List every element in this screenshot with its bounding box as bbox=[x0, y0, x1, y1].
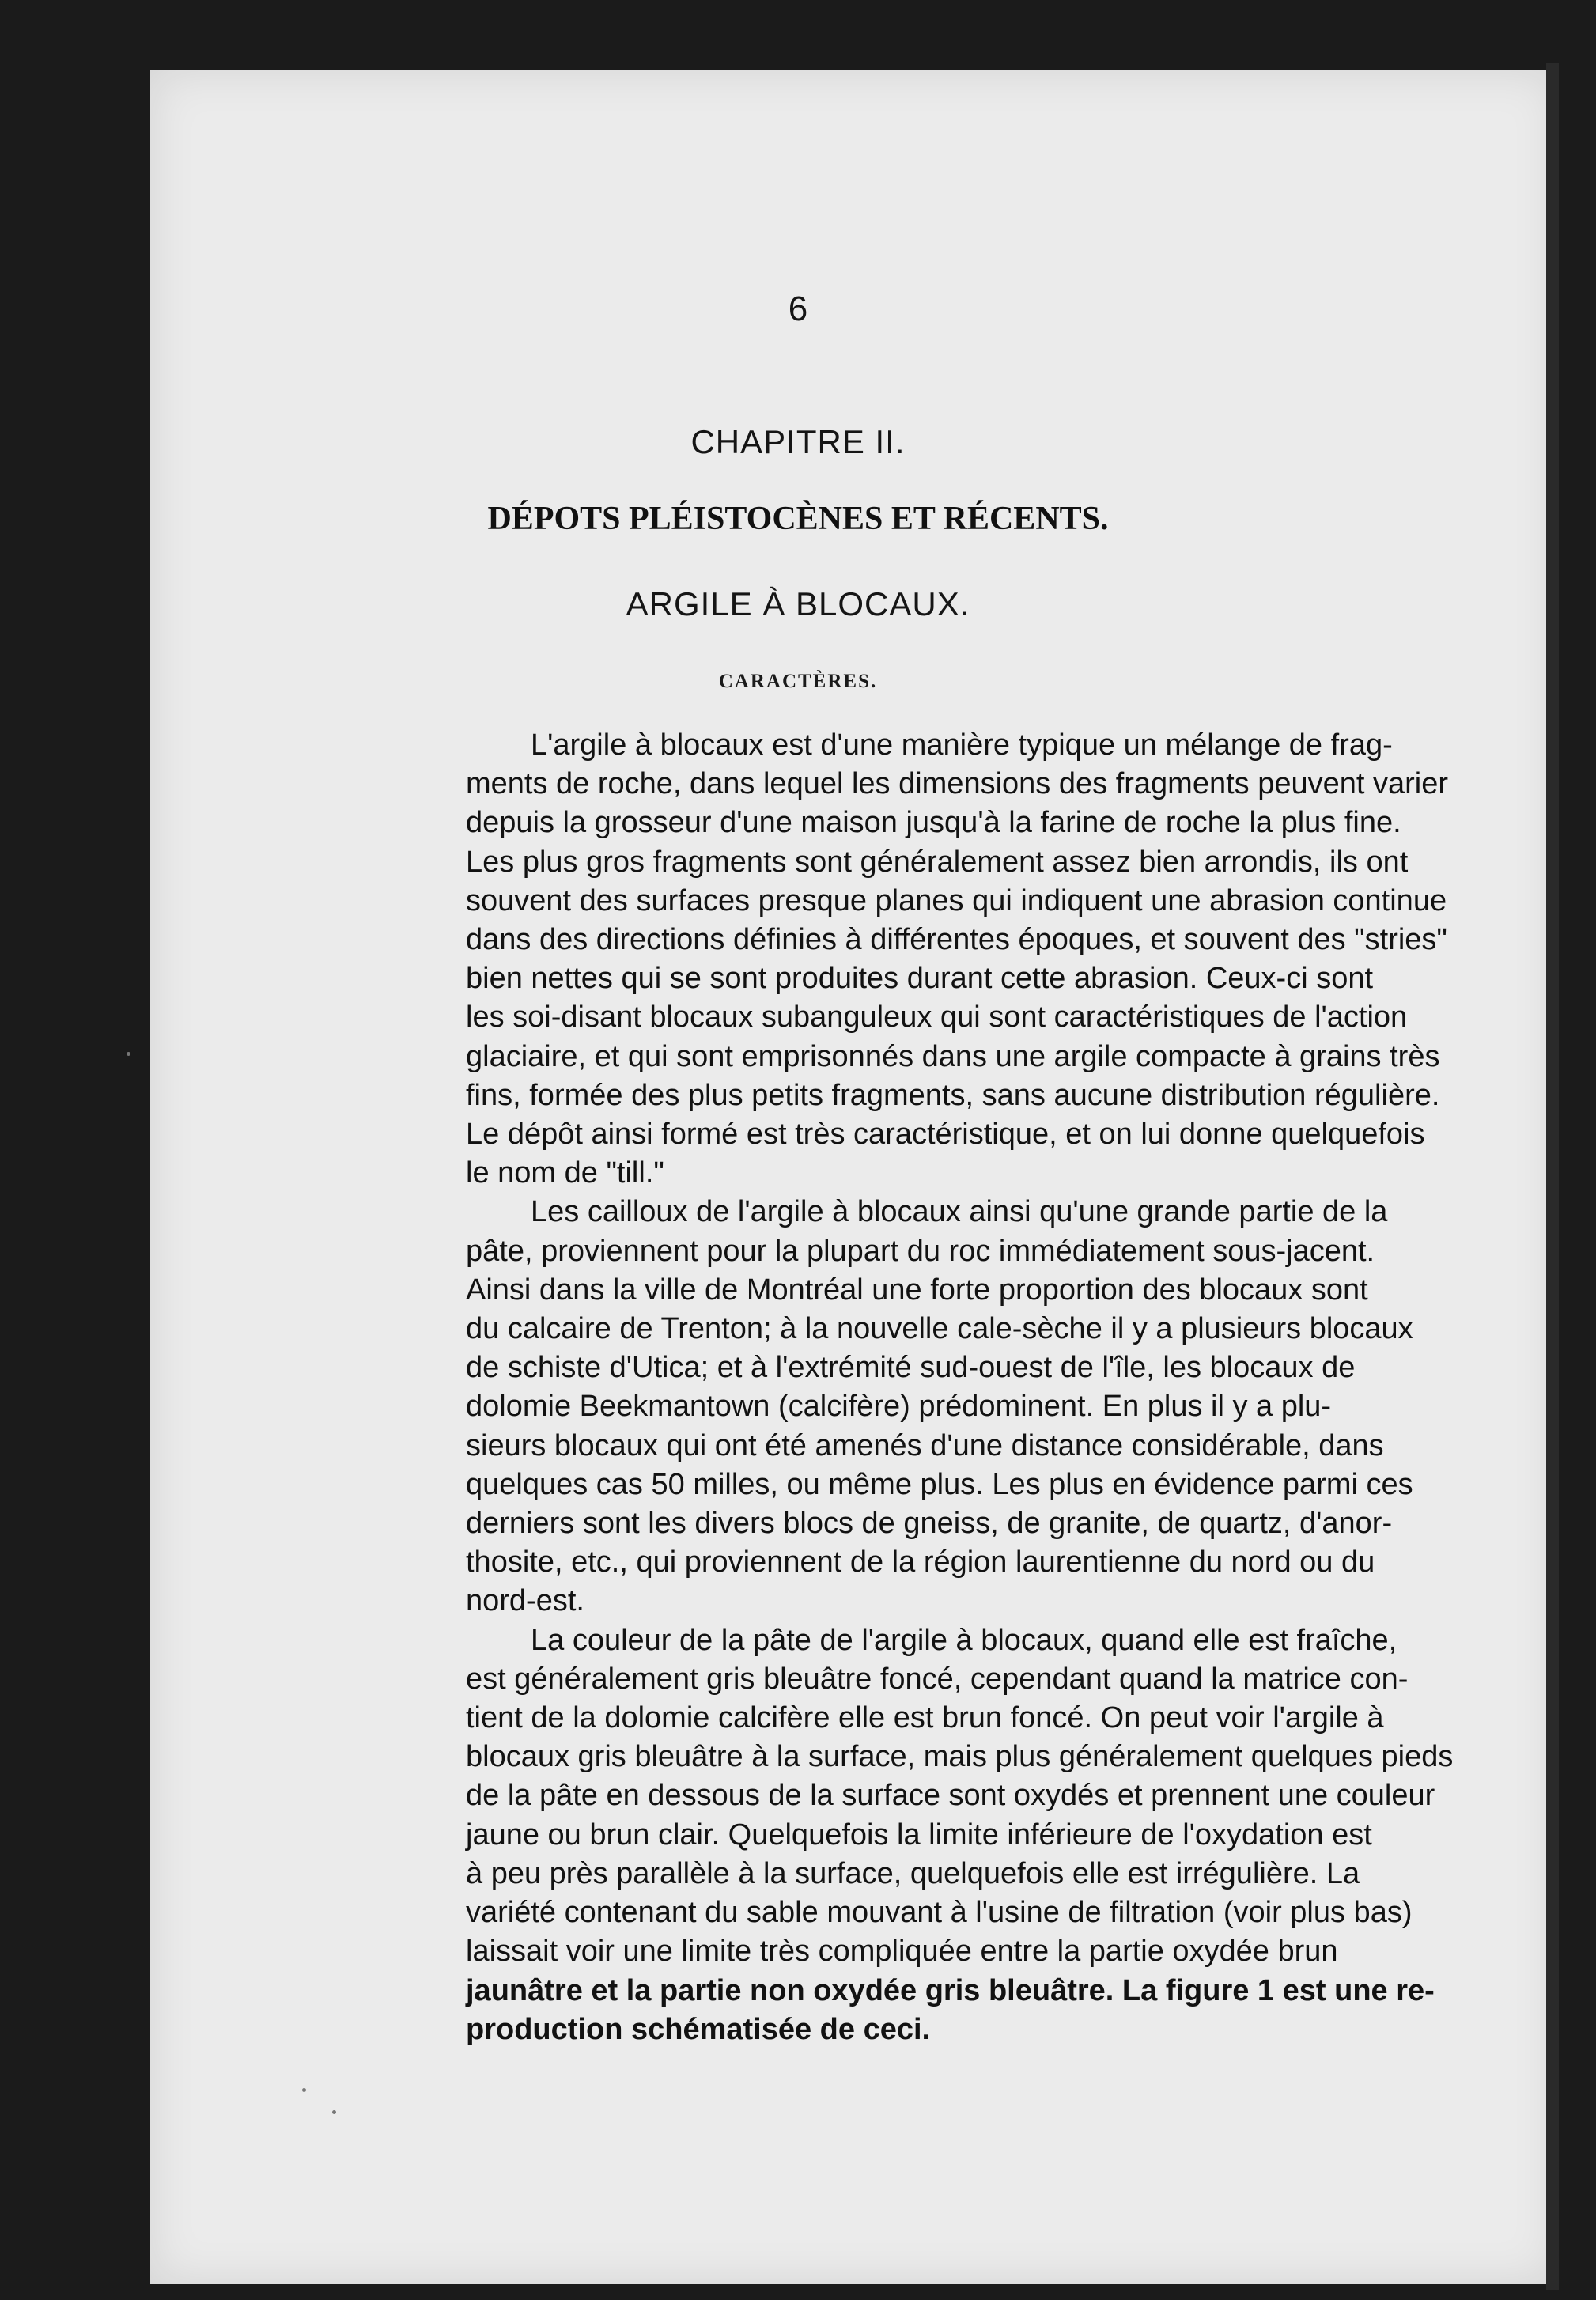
text-line: La couleur de la pâte de l'argile à blocaux, quand elle est fraîche, bbox=[531, 1623, 1397, 1657]
text-line: souvent des surfaces presque planes qui indiquent une abrasion continue bbox=[466, 883, 1447, 917]
chapter-title: CHAPITRE II. bbox=[690, 423, 906, 460]
text-line: sieurs blocaux qui ont été amenés d'une distance considérable, dans bbox=[466, 1428, 1384, 1462]
subsection-heading: ARGILE À BLOCAUX. bbox=[626, 585, 970, 622]
body-text bbox=[466, 726, 1526, 2049]
text-line: de schiste d'Utica; et à l'extrémité sud-ouest de l'île, les blocaux de bbox=[466, 1351, 1356, 1385]
text-line: jaunâtre et la partie non oxydée gris bleuâtre. La figure 1 est une re- bbox=[466, 1973, 1435, 2007]
section-heading: DÉPOTS PLÉISTOCÈNES ET RÉCENTS. bbox=[487, 501, 1109, 537]
text-line: jaune ou brun clair. Quelquefois la limite inférieure de l'oxydation est bbox=[466, 1818, 1372, 1852]
text-line: tient de la dolomie calcifère elle est brun foncé. On peut voir l'argile à bbox=[466, 1701, 1384, 1735]
text-line: laissait voir une limite très compliquée entre la partie oxydée brun bbox=[466, 1935, 1338, 1969]
text-line: le nom de "till." bbox=[466, 1156, 664, 1190]
text-line: glaciaire, et qui sont emprisonnés dans une argile compacte à grains très bbox=[466, 1039, 1440, 1073]
scan-speck bbox=[332, 2110, 336, 2114]
text-line: Le dépôt ainsi formé est très caractéristique, et on lui donne quelquefois bbox=[466, 1118, 1425, 1152]
text-line: Ainsi dans la ville de Montréal une forte proportion des blocaux sont bbox=[466, 1273, 1368, 1307]
page-number: 6 bbox=[788, 289, 808, 328]
text-line: Les plus gros fragments sont généralement assez bien arrondis, ils ont bbox=[466, 845, 1409, 879]
text-line: dolomie Beekmantown (calcifère) prédominent. En plus il y a plu- bbox=[466, 1390, 1332, 1424]
text-line: de la pâte en dessous de la surface sont oxydés et prennent une couleur bbox=[466, 1779, 1435, 1813]
text-line: dans des directions définies à différentes époques, et souvent des "stries" bbox=[466, 923, 1447, 957]
text-line: les soi-disant blocaux subanguleux qui sont caractéristiques de l'action bbox=[466, 1001, 1408, 1035]
text-line: quelques cas 50 milles, ou même plus. Les plus en évidence parmi ces bbox=[466, 1467, 1413, 1501]
scan-speck bbox=[127, 1052, 130, 1056]
sub-subsection-heading: CARACTÈRES. bbox=[718, 671, 878, 692]
text-line: est généralement gris bleuâtre foncé, cependant quand la matrice con- bbox=[466, 1662, 1409, 1696]
scan-speck bbox=[302, 2088, 306, 2092]
text-line: derniers sont les divers blocs de gneiss, de granite, de quartz, d'anor- bbox=[466, 1507, 1393, 1541]
text-line: L'argile à blocaux est d'une manière typique un mélange de frag- bbox=[531, 728, 1393, 762]
text-line: fins, formée des plus petits fragments, sans aucune distribution régulière. bbox=[466, 1078, 1440, 1112]
text-line: à peu près parallèle à la surface, quelquefois elle est irrégulière. La bbox=[466, 1856, 1360, 1890]
text-line: ments de roche, dans lequel les dimensions des fragments peuvent varier bbox=[466, 767, 1449, 801]
text-line: Les cailloux de l'argile à blocaux ainsi qu'une grande partie de la bbox=[531, 1195, 1388, 1229]
text-line: du calcaire de Trenton; à la nouvelle cale-sèche il y a plusieurs blocaux bbox=[466, 1312, 1413, 1346]
text-line: production schématisée de ceci. bbox=[466, 2012, 931, 2046]
text-line: thosite, etc., qui proviennent de la région laurentienne du nord ou du bbox=[466, 1545, 1375, 1579]
text-line: pâte, proviennent pour la plupart du roc immédiatement sous-jacent. bbox=[466, 1234, 1375, 1268]
page-edge-shadow bbox=[1546, 63, 1559, 2290]
text-line: depuis la grosseur d'une maison jusqu'à la farine de roche la plus fine. bbox=[466, 806, 1401, 840]
text-line: variété contenant du sable mouvant à l'usine de filtration (voir plus bas) bbox=[466, 1896, 1413, 1930]
text-line: bien nettes qui se sont produites durant cette abrasion. Ceux-ci sont bbox=[466, 962, 1374, 996]
text-line: blocaux gris bleuâtre à la surface, mais plus généralement quelques pieds bbox=[466, 1740, 1454, 1774]
text-line: nord-est. bbox=[466, 1584, 584, 1618]
